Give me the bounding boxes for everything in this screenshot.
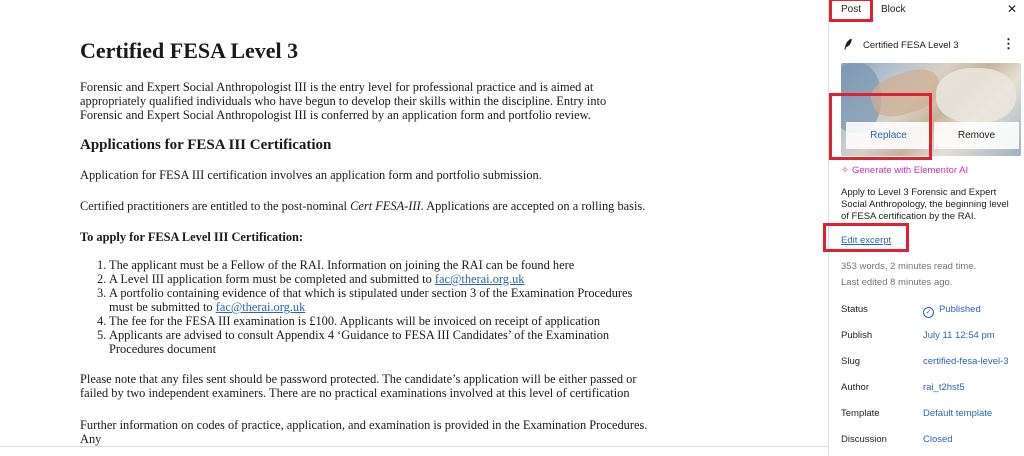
- post-content[interactable]: [80, 38, 650, 446]
- edit-excerpt-link[interactable]: Edit excerpt: [841, 235, 892, 246]
- author-button[interactable]: rai_t2hst5: [923, 382, 965, 393]
- close-icon[interactable]: ✕: [1006, 2, 1017, 16]
- list-text: [109, 286, 650, 314]
- list-number: 5.: [97, 328, 107, 342]
- list-text: The fee for the FESA III examination is £100. Applicants will be invoiced on receipt of application: [109, 314, 601, 328]
- email-link[interactable]: fac@therai.org.uk: [434, 272, 525, 286]
- publish-date-button[interactable]: July 11 12:54 pm: [923, 330, 995, 341]
- settings-sidebar: [828, 0, 1024, 456]
- meta-row-status: [841, 304, 1024, 318]
- list-text-part: A portfolio containing evidence of that which is stipulated under section 3 of the Examination Procedures must be submitted to: [109, 286, 633, 314]
- post-nominal-text-after: . Applications are accepted on a rolling basis.: [420, 199, 646, 213]
- template-button[interactable]: Default template: [923, 408, 993, 419]
- status-value[interactable]: [923, 304, 981, 318]
- post-summary-title: Certified FESA Level 3: [863, 40, 959, 51]
- publish-label: Publish: [841, 330, 873, 341]
- generate-ai-label: Generate with Elementor AI: [851, 165, 969, 176]
- apply-heading[interactable]: To apply for FESA Level III Certification:: [80, 230, 304, 244]
- sidebar-tabs: [829, 0, 1024, 22]
- list-number: 1.: [97, 258, 107, 272]
- paragraph-application[interactable]: Application for FESA III certification involves an application form and portfolio submission.: [80, 168, 542, 182]
- featured-image-shape: [867, 63, 946, 123]
- more-options-icon[interactable]: ⋮: [1002, 36, 1015, 51]
- status-text: Published: [939, 304, 981, 315]
- list-text: [109, 272, 524, 286]
- meta-row-author: [841, 382, 1024, 396]
- replace-image-button[interactable]: Replace: [846, 122, 931, 149]
- word-count: 353 words, 2 minutes read time.: [841, 261, 977, 272]
- slug-label: Slug: [841, 356, 861, 367]
- discussion-button[interactable]: Closed: [923, 434, 953, 445]
- author-label: Author: [841, 382, 869, 393]
- meta-row-template: [841, 408, 1024, 422]
- list-item[interactable]: [97, 286, 650, 314]
- list-number: 2.: [97, 272, 107, 286]
- apply-steps-list[interactable]: [97, 258, 650, 356]
- editor-bottom-divider: [0, 446, 828, 447]
- meta-row-slug: [841, 356, 1024, 370]
- paragraph-note[interactable]: Please note that any files sent should be password protected. The candidate’s application will be either passed or failed by two independent examiners. There are no practical examinations involved at this level of certification: [80, 372, 637, 400]
- quill-icon: [843, 38, 853, 54]
- featured-image-shape: [936, 68, 1016, 123]
- list-item[interactable]: [97, 272, 650, 286]
- list-item[interactable]: [97, 314, 650, 328]
- list-number: 4.: [97, 314, 107, 328]
- paragraph-post-nominal[interactable]: [80, 199, 650, 213]
- post-nominal-text-before: Certified practitioners are entitled to the post-nominal: [80, 199, 351, 213]
- sparkle-icon: ✧: [841, 165, 849, 176]
- post-summary-header: [843, 38, 1019, 54]
- meta-row-publish: [841, 330, 1024, 344]
- status-label: Status: [841, 304, 868, 315]
- post-nominal-em: Cert FESA-III: [350, 199, 421, 213]
- list-text: Applicants are advised to consult Appendix 4 ‘Guidance to FESA III Candidates’ of the Examination Procedures document: [109, 328, 610, 356]
- generate-ai-button[interactable]: [841, 165, 968, 176]
- paragraph-further-info[interactable]: Further information on codes of practice, application, and examination is provided in the Examination Procedures. Any: [80, 418, 648, 446]
- post-excerpt: Apply to Level 3 Forensic and Expert Social Anthropology, the beginning level of FESA certification by the RAI.: [841, 187, 1009, 222]
- section-heading[interactable]: Applications for FESA III Certification: [80, 137, 332, 153]
- list-text: The applicant must be a Fellow of the RAI. Information on joining the RAI can be found here: [109, 258, 575, 272]
- last-edited: Last edited 8 minutes ago.: [841, 277, 953, 288]
- template-label: Template: [841, 408, 880, 419]
- meta-row-discussion: [841, 434, 1024, 448]
- post-title[interactable]: Certified FESA Level 3: [80, 38, 299, 63]
- email-link[interactable]: fac@therai.org.uk: [215, 300, 306, 314]
- list-text-part: A Level III application form must be completed and submitted to: [109, 272, 435, 286]
- remove-image-button[interactable]: Remove: [934, 122, 1019, 149]
- intro-paragraph[interactable]: Forensic and Expert Social Anthropologist III is the entry level for professional practice and is aimed at appropriately qualified individuals who have begun to develop their skills within the discipline. Entry into Forensic and Expert Social Anthropologist III is conferred by an application form and portfolio review.: [80, 80, 607, 122]
- tab-block[interactable]: Block: [881, 4, 906, 15]
- post-stats: [841, 259, 976, 291]
- check-circle-icon: ✓: [923, 307, 934, 318]
- list-item[interactable]: [97, 328, 650, 356]
- featured-image[interactable]: [841, 63, 1021, 156]
- discussion-label: Discussion: [841, 434, 887, 445]
- tab-post[interactable]: Post: [829, 0, 873, 22]
- list-number: 3.: [97, 286, 107, 300]
- list-item[interactable]: [97, 258, 650, 272]
- slug-button[interactable]: certified-fesa-level-3: [923, 356, 1009, 367]
